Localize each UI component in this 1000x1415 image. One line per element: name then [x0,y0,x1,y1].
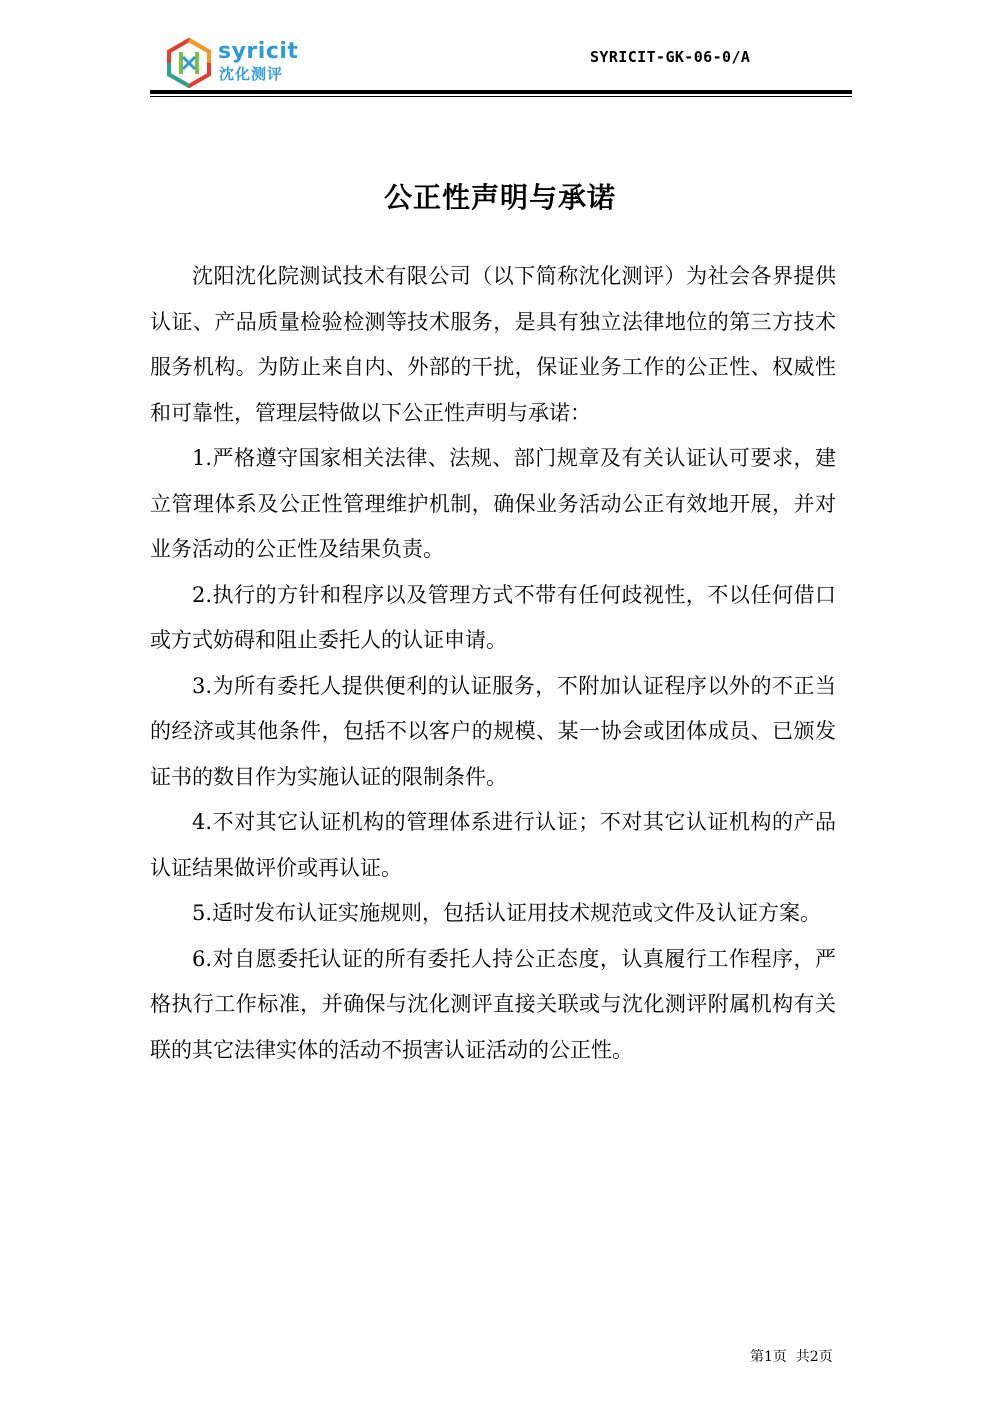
document-code: SYRICIT-GK-06-0/A [590,48,751,66]
logo-text-cn: 沈化测评 [219,65,284,83]
header-divider-thin [150,96,852,97]
page-header [150,34,852,98]
company-logo-icon [164,38,214,88]
header-divider-thick [150,90,852,94]
commitment-item-4: 4.不对其它认证机构的管理体系进行认证；不对其它认证机构的产品认证结果做评价或再认证。 [150,810,836,880]
commitment-item-5: 5.适时发布认证实施规则，包括认证用技术规范或文件及认证方案。 [192,901,822,925]
company-logo [164,38,304,88]
commitment-item-6: 6.对自愿委托认证的所有委托人持公正态度，认真履行工作程序，严格执行工作标准，并确保与沈化测评直接关联或与沈化测评附属机构有关联的其它法律实体的活动不损害认证活动的公正性。 [150,946,836,1062]
logo-text-en: syricit [218,39,299,64]
intro-paragraph: 沈阳沈化院测试技术有限公司（以下简称沈化测评）为社会各界提供认证、产品质量检验检测等技术服务，是具有独立法律地位的第三方技术服务机构。为防止来自内、外部的干扰，保证业务工作的公正性、权威性和可靠性，管理层特做以下公正性声明与承诺： [150,264,836,425]
page-number: 第1页 共2页 [750,1349,833,1365]
document-body [150,254,836,1073]
commitment-item-2: 2.执行的方针和程序以及管理方式不带有任何歧视性，不以任何借口或方式妨碍和阻止委托人的认证申请。 [150,582,836,652]
commitment-item-3: 3.为所有委托人提供便利的认证服务，不附加认证程序以外的不正当的经济或其他条件，包括不以客户的规模、某一协会或团体成员、已颁发证书的数目作为实施认证的限制条件。 [150,673,836,789]
document-title: 公正性声明与承诺 [383,181,616,214]
commitment-item-1: 1.严格遵守国家相关法律、法规、部门规章及有关认证认可要求，建立管理体系及公正性管理维护机制，确保业务活动公正有效地开展，并对业务活动的公正性及结果负责。 [150,446,836,561]
